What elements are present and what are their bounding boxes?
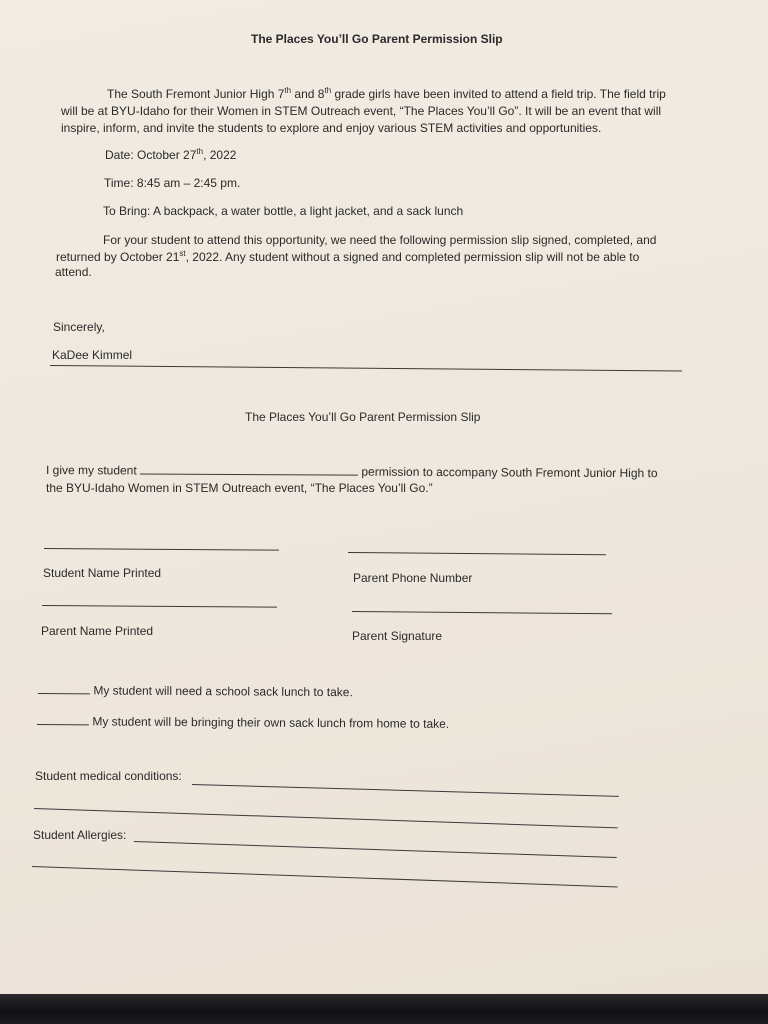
requirement-line-1: For your student to attend this opportunity, we need the following permission slip signed, completed, and	[103, 233, 657, 247]
trip-time: Time: 8:45 am – 2:45 pm.	[104, 176, 241, 190]
closing: Sincerely,	[53, 320, 105, 334]
student-name-blank[interactable]	[140, 473, 358, 475]
intro-line-2: will be at BYU-Idaho for their Women in STEM Outreach event, “The Places You’ll Go”. It will be an event that will	[61, 104, 662, 118]
parent-signature-label: Parent Signature	[352, 629, 443, 643]
lunch-option-home: My student will be bringing their own sack lunch from home to take.	[37, 713, 449, 733]
parent-name-label: Parent Name Printed	[41, 624, 154, 638]
to-bring: To Bring: A backpack, a water bottle, a light jacket, and a sack lunch	[103, 204, 464, 218]
intro-line-3: inspire, inform, and invite the students to explore and enjoy various STEM activities and opportunities.	[61, 121, 602, 135]
lunch-option-school: My student will need a school sack lunch to take.	[38, 682, 353, 701]
slip-title: The Places You’ll Go Parent Permission Slip	[245, 410, 481, 424]
allergies-label: Student Allergies:	[33, 828, 127, 842]
medical-label: Student medical conditions:	[35, 769, 182, 783]
requirement-line-3: attend.	[55, 265, 92, 279]
requirement-line-2: returned by October 21st, 2022. Any student without a signed and completed permission slip will not be able to	[56, 249, 640, 264]
give-permission-line-1: I give my student permission to accompany South Fremont Junior High to	[45, 463, 658, 481]
student-name-label: Student Name Printed	[43, 566, 162, 580]
trip-date: Date: October 27th, 2022	[105, 147, 237, 162]
home-lunch-blank[interactable]	[37, 724, 89, 725]
school-lunch-blank[interactable]	[38, 693, 90, 694]
table-edge	[0, 994, 768, 1024]
give-permission-line-2: the BYU-Idaho Women in STEM Outreach event, “The Places You’ll Go.”	[46, 481, 433, 495]
intro-line-1: The South Fremont Junior High 7th and 8th grade girls have been invited to attend a field trip. The field trip	[107, 86, 666, 101]
parent-phone-label: Parent Phone Number	[353, 571, 473, 585]
letter-title: The Places You’ll Go Parent Permission Slip	[251, 32, 503, 46]
signer-name: KaDee Kimmel	[52, 348, 133, 362]
